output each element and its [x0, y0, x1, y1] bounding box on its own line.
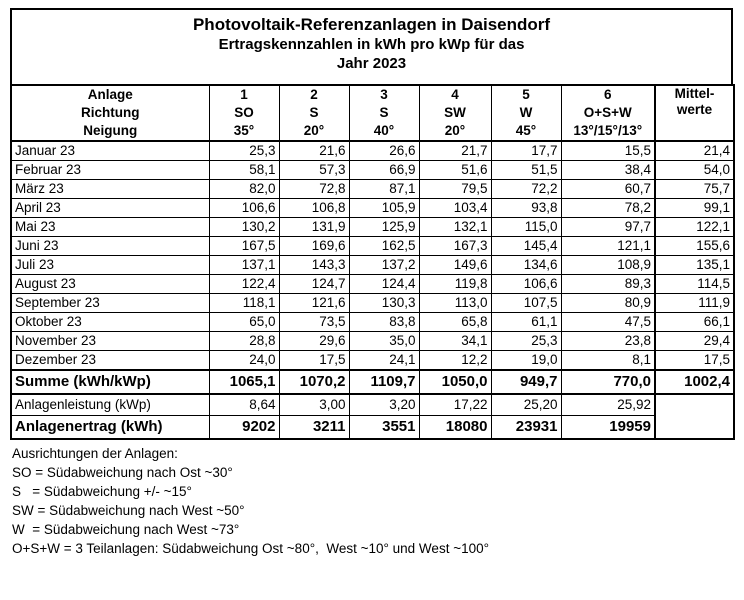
- sum-row: [11, 370, 734, 394]
- sum-value: 1065,1: [209, 370, 279, 394]
- month-value: 121,1: [561, 237, 655, 256]
- header-label: Richtung: [11, 104, 209, 122]
- month-value: 167,3: [419, 237, 491, 256]
- header-anlage-richtung: SW: [419, 104, 491, 122]
- table-row: [11, 351, 734, 371]
- month-label: Mai 23: [11, 218, 209, 237]
- month-value: 23,8: [561, 332, 655, 351]
- month-value: 17,7: [491, 141, 561, 161]
- table-row: [11, 199, 734, 218]
- month-value: 72,2: [491, 180, 561, 199]
- month-value: 113,0: [419, 294, 491, 313]
- month-label: Januar 23: [11, 141, 209, 161]
- header-anlage-richtung: S: [279, 104, 349, 122]
- header-anlage-nr: 4: [419, 85, 491, 104]
- note-line: Ausrichtungen der Anlagen:: [12, 446, 178, 461]
- month-value: 38,4: [561, 161, 655, 180]
- yield-table: [10, 84, 735, 440]
- yield-total-value: 18080: [419, 416, 491, 440]
- month-label: August 23: [11, 275, 209, 294]
- month-label: März 23: [11, 180, 209, 199]
- month-value: 105,9: [349, 199, 419, 218]
- title-block: [10, 8, 733, 84]
- month-mittel: 122,1: [655, 218, 734, 237]
- month-value: 106,6: [491, 275, 561, 294]
- yield-total-value: 3211: [279, 416, 349, 440]
- month-value: 124,7: [279, 275, 349, 294]
- note-line: O+S+W = 3 Teilanlagen: Südabweichung Ost ~80°, West ~10° und West ~100°: [12, 541, 489, 556]
- report-year: Jahr 2023: [336, 55, 407, 72]
- orientation-notes: [10, 440, 733, 558]
- month-value: 143,3: [279, 256, 349, 275]
- month-value: 60,7: [561, 180, 655, 199]
- report-subtitle: Ertragskennzahlen in kWh pro kWp für das: [218, 36, 525, 53]
- month-value: 130,3: [349, 294, 419, 313]
- yield-total-value: 19959: [561, 416, 655, 440]
- month-label: Juli 23: [11, 256, 209, 275]
- header-row-nr: [11, 85, 734, 104]
- header-row-richtung: [11, 104, 734, 122]
- yield-total-row: [11, 416, 734, 440]
- month-value: 80,9: [561, 294, 655, 313]
- month-value: 12,2: [419, 351, 491, 371]
- capacity-row: [11, 394, 734, 416]
- month-value: 24,1: [349, 351, 419, 371]
- header-anlage-nr: 1: [209, 85, 279, 104]
- month-value: 65,8: [419, 313, 491, 332]
- sum-value: 1050,0: [419, 370, 491, 394]
- month-value: 118,1: [209, 294, 279, 313]
- month-value: 137,1: [209, 256, 279, 275]
- month-value: 121,6: [279, 294, 349, 313]
- month-value: 119,8: [419, 275, 491, 294]
- table-row: [11, 141, 734, 161]
- month-value: 51,6: [419, 161, 491, 180]
- sum-value: 949,7: [491, 370, 561, 394]
- month-value: 169,6: [279, 237, 349, 256]
- month-value: 21,6: [279, 141, 349, 161]
- header-anlage-neigung: 20°: [419, 122, 491, 141]
- month-value: 97,7: [561, 218, 655, 237]
- month-value: 125,9: [349, 218, 419, 237]
- month-mittel: 17,5: [655, 351, 734, 371]
- header-anlage-nr: 2: [279, 85, 349, 104]
- header-label: Neigung: [11, 122, 209, 141]
- month-mittel: 99,1: [655, 199, 734, 218]
- sum-value: 1070,2: [279, 370, 349, 394]
- capacity-value: 25,92: [561, 394, 655, 416]
- month-value: 34,1: [419, 332, 491, 351]
- header-anlage-neigung: 45°: [491, 122, 561, 141]
- capacity-value: 17,22: [419, 394, 491, 416]
- month-value: 25,3: [209, 141, 279, 161]
- month-mittel: 21,4: [655, 141, 734, 161]
- sum-mittel: 1002,4: [655, 370, 734, 394]
- month-value: 149,6: [419, 256, 491, 275]
- month-value: 66,9: [349, 161, 419, 180]
- header-anlage-neigung: 35°: [209, 122, 279, 141]
- month-value: 122,4: [209, 275, 279, 294]
- header-anlage-neigung: 13°/15°/13°: [561, 122, 655, 141]
- month-value: 26,6: [349, 141, 419, 161]
- table-row: [11, 313, 734, 332]
- report-title: Photovoltaik-Referenzanlagen in Daisendorf: [192, 15, 551, 34]
- month-value: 79,5: [419, 180, 491, 199]
- month-value: 89,3: [561, 275, 655, 294]
- header-anlage-nr: 5: [491, 85, 561, 104]
- month-value: 61,1: [491, 313, 561, 332]
- month-value: 17,5: [279, 351, 349, 371]
- month-value: 87,1: [349, 180, 419, 199]
- month-value: 130,2: [209, 218, 279, 237]
- table-row: [11, 332, 734, 351]
- month-label: Dezember 23: [11, 351, 209, 371]
- month-value: 47,5: [561, 313, 655, 332]
- month-mittel: 155,6: [655, 237, 734, 256]
- month-value: 107,5: [491, 294, 561, 313]
- header-mittelwerte: [655, 85, 734, 141]
- month-value: 103,4: [419, 199, 491, 218]
- month-mittel: 114,5: [655, 275, 734, 294]
- month-value: 134,6: [491, 256, 561, 275]
- month-value: 21,7: [419, 141, 491, 161]
- yield-total-value: 3551: [349, 416, 419, 440]
- note-line: S = Südabweichung +/- ~15°: [12, 484, 192, 499]
- table-row: [11, 237, 734, 256]
- header-anlage-richtung: SO: [209, 104, 279, 122]
- month-value: 124,4: [349, 275, 419, 294]
- table-row: [11, 256, 734, 275]
- month-value: 24,0: [209, 351, 279, 371]
- month-value: 162,5: [349, 237, 419, 256]
- month-value: 25,3: [491, 332, 561, 351]
- month-value: 106,6: [209, 199, 279, 218]
- yield-total-label: Anlagenertrag (kWh): [11, 416, 209, 440]
- month-mittel: 135,1: [655, 256, 734, 275]
- month-value: 57,3: [279, 161, 349, 180]
- month-label: September 23: [11, 294, 209, 313]
- month-value: 29,6: [279, 332, 349, 351]
- month-value: 167,5: [209, 237, 279, 256]
- note-line: SW = Südabweichung nach West ~50°: [12, 503, 245, 518]
- month-value: 35,0: [349, 332, 419, 351]
- table-row: [11, 218, 734, 237]
- month-label: Juni 23: [11, 237, 209, 256]
- month-value: 83,8: [349, 313, 419, 332]
- table-row: [11, 294, 734, 313]
- capacity-label: Anlagenleistung (kWp): [11, 394, 209, 416]
- month-value: 8,1: [561, 351, 655, 371]
- note-line: SO = Südabweichung nach Ost ~30°: [12, 465, 233, 480]
- month-value: 51,5: [491, 161, 561, 180]
- month-value: 58,1: [209, 161, 279, 180]
- month-value: 145,4: [491, 237, 561, 256]
- table-row: [11, 275, 734, 294]
- month-value: 131,9: [279, 218, 349, 237]
- month-label: Februar 23: [11, 161, 209, 180]
- month-value: 93,8: [491, 199, 561, 218]
- header-anlage-richtung: S: [349, 104, 419, 122]
- yield-total-value: 9202: [209, 416, 279, 440]
- header-anlage-nr: 3: [349, 85, 419, 104]
- month-value: 19,0: [491, 351, 561, 371]
- month-value: 72,8: [279, 180, 349, 199]
- header-anlage-richtung: W: [491, 104, 561, 122]
- report-sheet: [10, 8, 733, 558]
- capacity-value: 3,20: [349, 394, 419, 416]
- month-value: 82,0: [209, 180, 279, 199]
- month-value: 65,0: [209, 313, 279, 332]
- month-value: 78,2: [561, 199, 655, 218]
- capacity-value: 3,00: [279, 394, 349, 416]
- header-anlage-nr: 6: [561, 85, 655, 104]
- table-row: [11, 180, 734, 199]
- month-value: 137,2: [349, 256, 419, 275]
- month-value: 15,5: [561, 141, 655, 161]
- sum-value: 1109,7: [349, 370, 419, 394]
- note-line: W = Südabweichung nach West ~73°: [12, 522, 240, 537]
- month-value: 115,0: [491, 218, 561, 237]
- header-anlage-neigung: 20°: [279, 122, 349, 141]
- header-row-neigung: [11, 122, 734, 141]
- month-mittel: 75,7: [655, 180, 734, 199]
- month-value: 28,8: [209, 332, 279, 351]
- month-value: 106,8: [279, 199, 349, 218]
- header-label: Anlage: [11, 85, 209, 104]
- capacity-value: 25,20: [491, 394, 561, 416]
- month-mittel: 54,0: [655, 161, 734, 180]
- month-mittel: 66,1: [655, 313, 734, 332]
- header-anlage-richtung: O+S+W: [561, 104, 655, 122]
- month-label: November 23: [11, 332, 209, 351]
- header-anlage-neigung: 40°: [349, 122, 419, 141]
- month-value: 73,5: [279, 313, 349, 332]
- month-value: 108,9: [561, 256, 655, 275]
- capacity-mittel-empty: [655, 394, 734, 439]
- month-label: April 23: [11, 199, 209, 218]
- sum-value: 770,0: [561, 370, 655, 394]
- month-mittel: 29,4: [655, 332, 734, 351]
- yield-total-value: 23931: [491, 416, 561, 440]
- table-row: [11, 161, 734, 180]
- mittelwerte-line2: werte: [676, 102, 713, 117]
- month-value: 132,1: [419, 218, 491, 237]
- mittelwerte-line1: Mittel-: [674, 86, 715, 101]
- month-label: Oktober 23: [11, 313, 209, 332]
- month-mittel: 111,9: [655, 294, 734, 313]
- sum-label: Summe (kWh/kWp): [11, 370, 209, 394]
- capacity-value: 8,64: [209, 394, 279, 416]
